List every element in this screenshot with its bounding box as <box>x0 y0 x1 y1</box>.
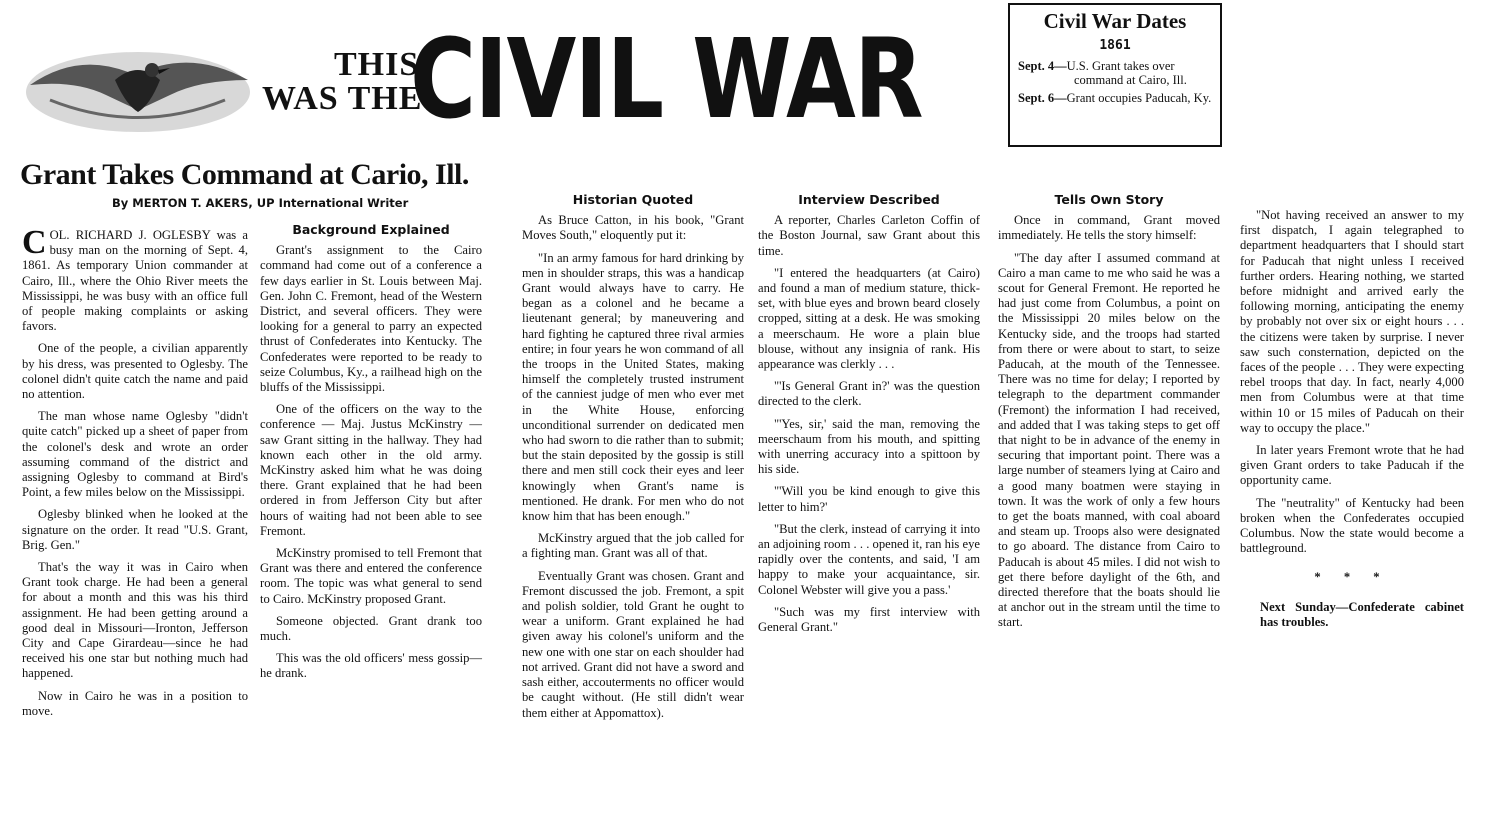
paragraph: As Bruce Catton, in his book, "Grant Moves South," eloquently put it: <box>522 213 744 243</box>
paragraph: "Not having received an answer to my first dispatch, I again telegraphed to department headquarters that I should start for Paducah that night unless I received further orders. Hearing nothing, we started before midnight and arrived early the following morning, anticipating the enemy by probably not over six or eight hours . . . the citizens were taken by surprise. I never saw such consternation, depicted on the faces of the people . . . They were expecting rebel troops that day. In fact, nearly 4,000 men from Columbus were at that time within 10 or 15 miles of Paducah on their way to occupy the place." <box>1240 208 1464 435</box>
next-sunday-teaser: Next Sunday—Confederate cabinet has troubles. <box>1260 599 1464 629</box>
paragraph: "I entered the headquarters (at Cairo) and found a man of medium stature, thick-set, with blue eyes and brown beard closely cropped, sitting at a desk. He was smoking a meerschaum. He wore a plain blue blouse, without any insignia of rank. His appearance was clerkly . . . <box>758 265 980 372</box>
article-column-5 <box>998 192 1220 638</box>
dates-box-year: 1861 <box>1099 38 1131 53</box>
paragraph: One of the officers on the way to the conference — Maj. Justus McKinstry — saw Grant sitting in the hallway. They had known each other in the old army. McKinstry asked him what he was doing there. Grant explained that he had been ordered in from Jefferson City but after hours of waiting had not been able to see Fremont. <box>260 402 482 538</box>
eagle-emblem-icon <box>20 40 255 135</box>
paragraph: McKinstry promised to tell Fremont that Grant was there and entered the conference room. The topic was what general to send to Cairo. McKinstry proposed Grant. <box>260 546 482 606</box>
masthead-this-was <box>262 48 422 116</box>
paragraph: One of the people, a civilian apparently by his dress, was presented to Oglesby. The colonel didn't quite catch the name and paid no attention. <box>22 341 248 402</box>
paragraph: "But the clerk, instead of carrying it into an adjoining room . . . opened it, ran his eye rapidly over the contents, and said, 'I am happy to make your acquaintance, sir. Colonel Webster will give you a pass.' <box>758 521 980 597</box>
section-stars: * * * <box>1314 570 1390 585</box>
civil-war-dates-box <box>1008 3 1222 147</box>
masthead-was-the: WAS THE <box>262 80 423 117</box>
paragraph: Grant's assignment to the Cairo command had come out of a conference a few days earlier in St. Louis between Maj. Gen. John C. Fremont, head of the Western District, and several officers. They were looking for a general to parry an expected thrust of Confederates into Kentucky. The Confederates were reported to be ready to seize Columbus, Ky., a railhead high on the bluffs of the Mississippi. <box>260 243 482 395</box>
paragraph: This was the old officers' mess gossip—he drank. <box>260 651 482 681</box>
paragraph: "'Will you be kind enough to give this letter to him?' <box>758 484 980 514</box>
paragraph: Someone objected. Grant drank too much. <box>260 613 482 644</box>
paragraph: That's the way it was in Cairo when Grant took charge. He had been a general for about a month and this was his third assignment. He had been getting around a good deal in Missouri—Ironton, Jefferson City and Cape Girardeau—since he had received his one star but nothing much had happened. <box>22 560 248 681</box>
event-date: Sept. 4 <box>1018 59 1055 73</box>
paragraph: The "neutrality" of Kentucky had been broken when the Confederates occupied Columbus. Now the state would become a battleground. <box>1240 495 1464 556</box>
paragraph: "The day after I assumed command at Cairo a man came to me who said he was a scout for General Fremont. He reported he had just come from Columbus, a point on the Mississippi 20 miles below on the Kentucky side, and the troops had started from there or were about to start, to seize Paducah, at the mouth of the Tennessee. There was no time for delay; I reported by telegraph to the department commander (Fremont) the information I had received, and added that I was taking steps to get off that night to be in advance of the enemy in securing that important point. There was a large number of steamers lying at Cairo and a good many boatmen were staying in town. It was the work of only a few hours to get the boats manned, with coal aboard and steam up. Troops also were designated to go aboard. The distance from Cairo to Paducah is about 45 miles. I did not wish to get there before daylight of the 6th, and directed therefore that the boats should lie at anchor out in the stream until the time to start. <box>998 250 1220 630</box>
event-text: U.S. Grant takes over command at Cairo, Ill. <box>1066 59 1187 87</box>
subhead-interview-described: Interview Described <box>798 192 940 207</box>
article-column-4 <box>758 192 980 642</box>
paragraph: "Such was my first interview with General Grant." <box>758 604 980 635</box>
paragraph: "'Is General Grant in?' was the question directed to the clerk. <box>758 379 980 409</box>
paragraph: Now in Cairo he was in a position to move. <box>22 688 248 718</box>
article-column-2 <box>260 222 482 689</box>
date-event: Sept. 4—U.S. Grant takes over command at Cairo, Ill. <box>1018 59 1187 87</box>
subhead-background-explained: Background Explained <box>292 222 450 237</box>
paragraph: A reporter, Charles Carleton Coffin of the Boston Journal, saw Grant about this time. <box>758 213 980 258</box>
paragraph: Oglesby blinked when he looked at the signature on the order. It read "U.S. Grant, Brig. Gen." <box>22 507 248 552</box>
paragraph: McKinstry argued that the job called for a fighting man. Grant was all of that. <box>522 531 744 561</box>
subhead-tells-own-story: Tells Own Story <box>1054 192 1164 207</box>
paragraph: The man whose name Oglesby "didn't quite catch" picked up a sheet of paper from the colonel's desk and wrote an order assuming command of the district and assigning Oglesby to command at Bird's Point, a few miles below on the Mississippi. <box>22 409 248 500</box>
subhead-historian-quoted: Historian Quoted <box>572 192 694 207</box>
paragraph: Once in command, Grant moved immediately. He tells the story himself: <box>998 213 1220 243</box>
paragraph: "'Yes, sir,' said the man, removing the meerschaum from his mouth, and spitting with unerring accuracy into a spittoon by his side. <box>758 416 980 477</box>
article-headline: Grant Takes Command at Cario, Ill. <box>20 158 469 191</box>
masthead-civil-war: CIVIL WAR <box>410 15 922 143</box>
drop-cap: C <box>22 224 47 261</box>
article-column-3 <box>522 192 744 728</box>
masthead-this: THIS <box>334 46 420 83</box>
paragraph: COL. RICHARD J. OGLESBY was a busy man on the morning of Sept. 4, 1861. As temporary Union commander at Cairo, Ill., where the Ohio River meets the Mississippi, he was busy with an office full of people making complaints or asking favors. <box>22 224 248 334</box>
date-event: Sept. 6—Grant occupies Paducah, Ky. <box>1018 91 1212 105</box>
article-byline: By MERTON T. AKERS, UP International Writer <box>112 196 409 210</box>
event-date: Sept. 6 <box>1018 91 1055 105</box>
paragraph: "In an army famous for hard drinking by men in shoulder straps, this was a handicap Grant would always have to carry. He began as a colonel and he became a lieutenant general; by maneuvering and hard fighting he captured three rival armies entire; in four years he won command of all the troops in the United States, making himself the completely trusted instrument of the canniest judge of men who ever met in the White House, enforcing unconditional surrender on dedicated men who had sworn to die rather than to submit; but the stain deposited by the gossip is still there and men still cock their eyes and leer knowingly when Grant's name is mentioned. He drank. For men who do not know him that has been enough." <box>522 250 744 524</box>
article-column-6 <box>1240 208 1464 637</box>
article-column-1 <box>22 224 248 726</box>
paragraph: Eventually Grant was chosen. Grant and Fremont discussed the job. Fremont, a spit and polish soldier, told Grant he ought to wear a uniform. Grant explained he had given away his colonel's uniform and the new one with one star on each shoulder had not arrived. Grant did not have a sword and sash either, accouterments no officer would be caught without. (He still didn't wear them either at Appomattox). <box>522 568 744 720</box>
event-text: Grant occupies Paducah, Ky. <box>1066 91 1212 105</box>
dates-box-title: Civil War Dates <box>1043 9 1187 33</box>
paragraph: In later years Fremont wrote that he had given Grant orders to take Paducah if the opportunity came. <box>1240 443 1464 488</box>
